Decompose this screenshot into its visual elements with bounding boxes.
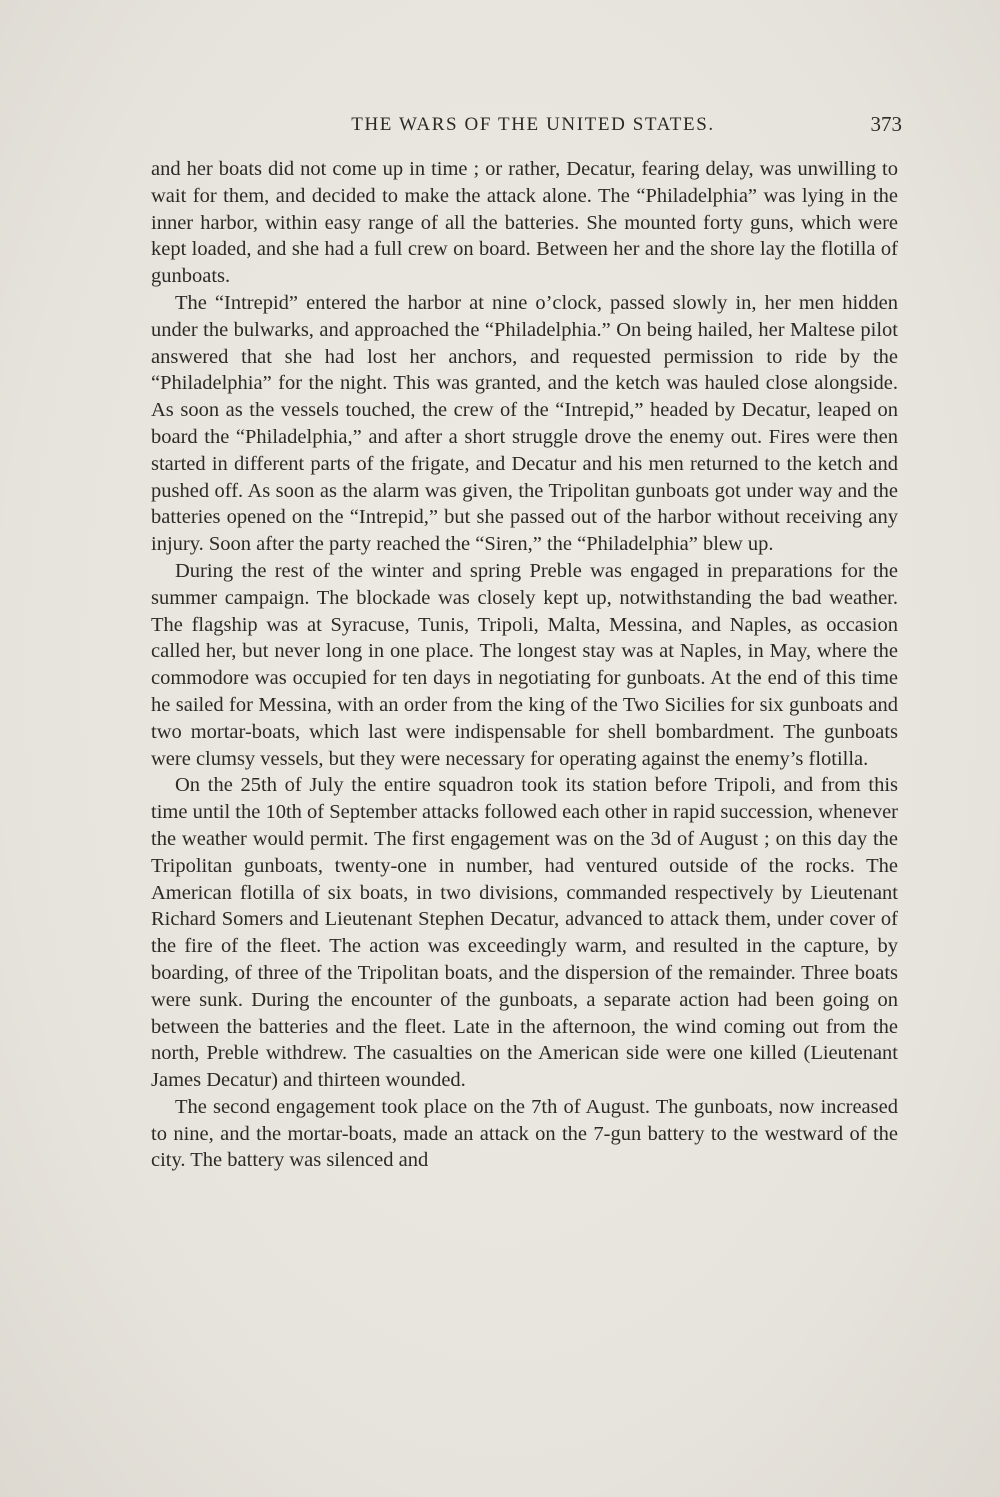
page-number: 373 bbox=[870, 112, 902, 136]
paragraph-3: During the rest of the winter and spring Preble was engaged in preparations for the summer campaign. The blockade was closely kept up, notwithstanding the bad weather. The flagship was at Syracuse, Tunis, Tripoli, Malta, Messina, and Naples, as occasion called her, but never long in one place. The longest stay was at Naples, in May, where the commodore was occupied for ten days in negotiating for gunboats. At the end of this time he sailed for Messina, with an order from the king of the Two Sicilies for six gunboats and two mortar-boats, which last were indispensable for shell bombardment. The gunboats were clumsy vessels, but they were necessary for operating against the enemy’s flotilla. bbox=[151, 559, 898, 770]
paragraph-2: The “Intrepid” entered the harbor at nine o’clock, passed slowly in, her men hidden under the bulwarks, and approached the “Philadelphia.” On being hailed, her Maltese pilot answered that she had lost her anchors, and requested permission to ride by the “Philadelphia” for the night. This was granted, and the ketch was hauled close alongside. As soon as the vessels touched, the crew of the “Intrepid,” headed by Decatur, leaped on board the “Philadelphia,” and after a short struggle drove the enemy out. Fires were then started in different parts of the frigate, and Decatur and his men returned to the ketch and pushed off. As soon as the alarm was given, the Tripolitan gunboats got under way and the batteries opened on the “Intrepid,” but she passed out of the harbor without receiving any injury. Soon after the party reached the “Siren,” the “Philadelphia” blew up. bbox=[151, 291, 898, 556]
body-text bbox=[151, 156, 898, 1174]
running-head: THE WARS OF THE UNITED STATES. bbox=[351, 114, 715, 135]
paragraph-4: On the 25th of July the entire squadron took its station before Tripoli, and from this time until the 10th of September attacks followed each other in rapid succession, whenever the weather would permit. The first engagement was on the 3d of August ; on this day the Tripolitan gunboats, twenty-one in number, had ventured outside of the rocks. The American flotilla of six boats, in two divisions, commanded respectively by Lieutenant Richard Somers and Lieutenant Stephen Decatur, advanced to attack them, under cover of the fire of the fleet. The action was exceedingly warm, and resulted in the capture, by boarding, of three of the Tripolitan boats, and the dispersion of the remainder. Three boats were sunk. During the encounter of the gunboats, a separate action had been going on between the batteries and the fleet. Late in the afternoon, the wind coming out from the north, Preble withdrew. The casualties on the American side were one killed (Lieutenant James Decatur) and thirteen wounded. bbox=[151, 774, 898, 1092]
paragraph-5: The second engagement took place on the 7th of August. The gunboats, now increased to nine, and the mortar-boats, made an attack on the 7-gun battery to the westward of the city. The battery was silenced and bbox=[151, 1095, 898, 1172]
paragraph-1: and her boats did not come up in time ; or rather, Decatur, fearing delay, was unwilling to wait for them, and decided to make the attack alone. The “Philadelphia” was lying in the inner harbor, within easy range of all the batteries. She mounted forty guns, which were kept loaded, and she had a full crew on board. Between her and the shore lay the flotilla of gunboats. bbox=[151, 158, 898, 288]
page-header bbox=[150, 112, 902, 142]
